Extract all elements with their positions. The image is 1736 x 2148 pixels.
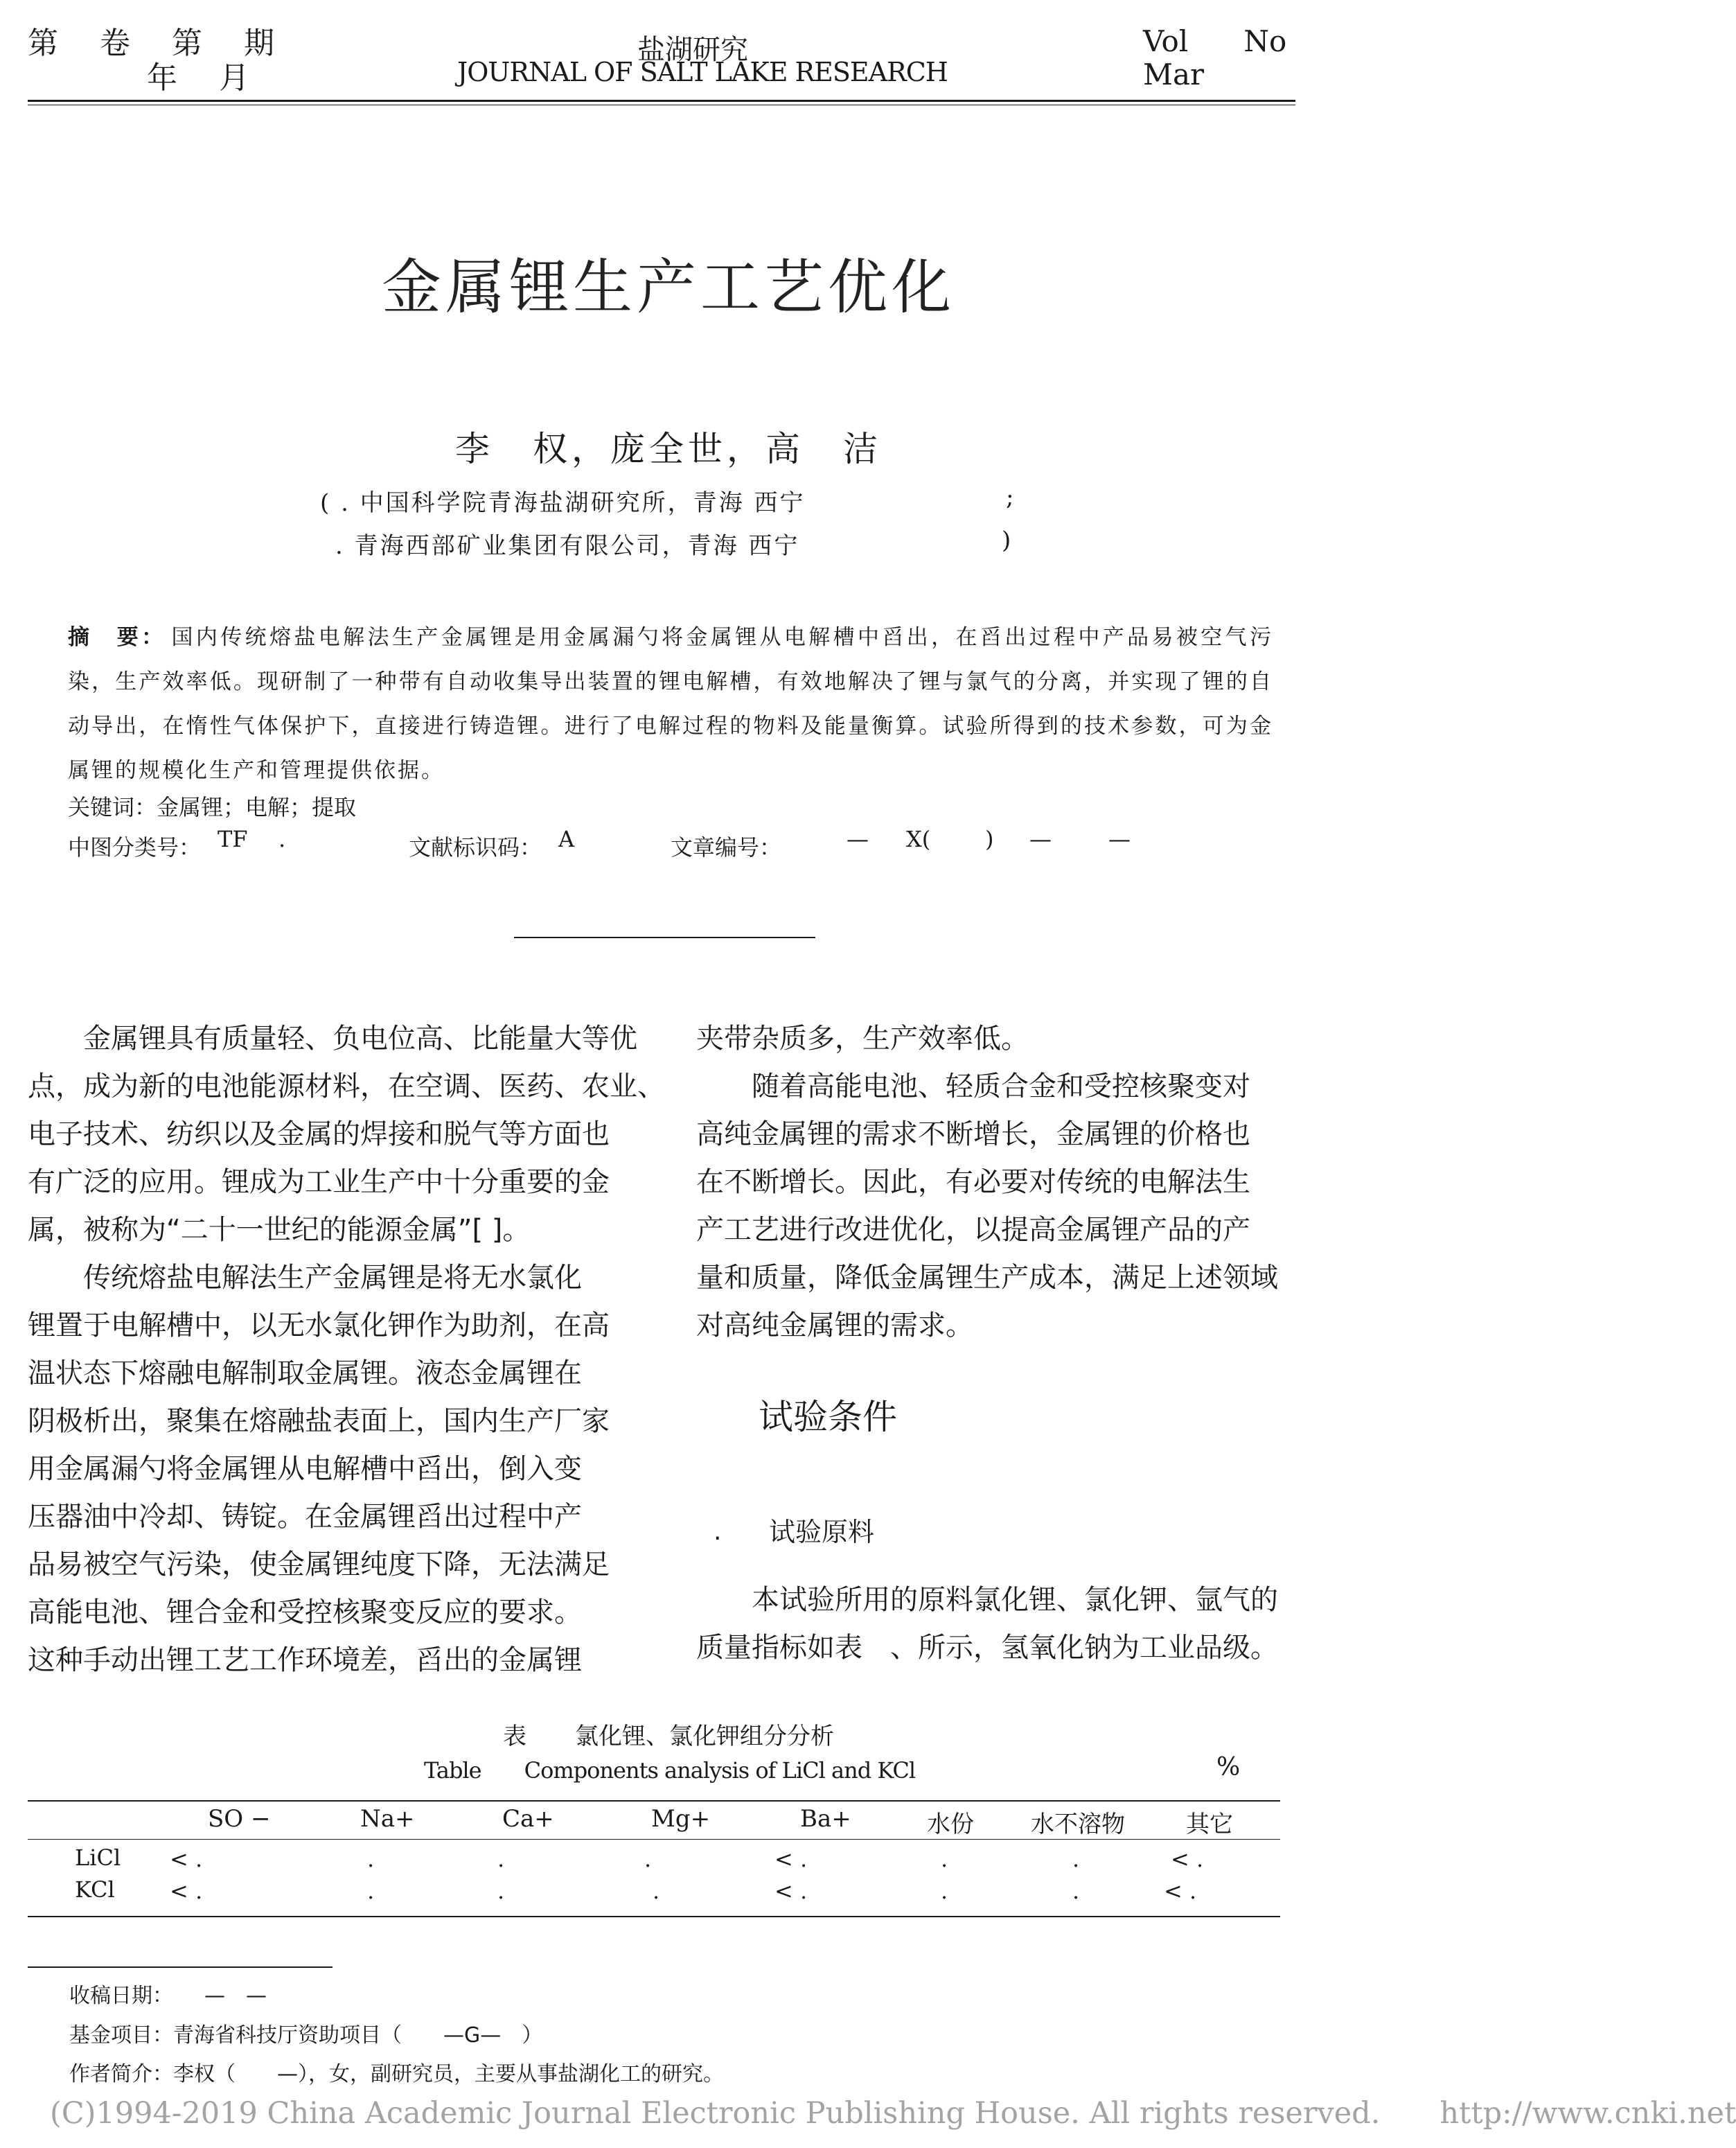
table-cell: . <box>1072 1846 1080 1872</box>
footnote-funding: 基金项目：青海省科技厅资助项目（ —G— ） <box>69 2023 543 2048</box>
table-cell: . <box>497 1878 505 1904</box>
body-line: 产工艺进行改进优化，以提高金属锂产品的产 <box>696 1214 1250 1246</box>
table-header-cell: Ca+ <box>502 1805 554 1833</box>
abstract-label: 摘 要： <box>68 625 166 650</box>
issue-info-en <box>1143 25 1342 91</box>
table-header-cell: Ba+ <box>800 1805 851 1833</box>
journal-name-cn: 盐湖研究 <box>637 34 748 66</box>
table-cell: . <box>367 1846 375 1872</box>
body-line: 随着高能电池、轻质合金和受控核聚变对 <box>696 1071 1250 1102</box>
month-label: Mar <box>1143 58 1205 91</box>
body-line: 这种手动出锂工艺工作环境差，舀出的金属锂 <box>28 1644 582 1676</box>
table-cell: < . <box>170 1846 203 1872</box>
body-line: 点，成为新的电池能源材料，在空调、医药、农业、 <box>28 1071 665 1102</box>
issue-volume-char: 第 <box>28 26 60 61</box>
table-caption-label: 表 <box>503 1723 526 1750</box>
table-cell: . <box>497 1846 505 1872</box>
table-row-label: LiCl <box>75 1845 121 1871</box>
table-cell: < . <box>774 1878 808 1904</box>
footnote-received: 收稿日期： — — <box>69 1984 267 2008</box>
table-header-cell: SO − <box>208 1805 271 1833</box>
article-id-part: — <box>1108 826 1131 852</box>
table-cell: . <box>367 1878 375 1904</box>
footnote-rule <box>28 1966 333 1968</box>
table-bottom-rule <box>28 1916 1280 1917</box>
affiliation-2: . 青海西部矿业集团有限公司，青海 西宁 <box>335 532 800 560</box>
issue-number-char: 第 <box>172 26 204 61</box>
article-id-label: 文章编号： <box>671 834 782 861</box>
body-line: 温状态下熔融电解制取金属锂。液态金属锂在 <box>28 1357 582 1389</box>
abstract <box>68 615 1273 793</box>
article-id-part: — <box>1029 826 1052 852</box>
article-title: 金属锂生产工艺优化 <box>382 253 955 322</box>
table-header-cell: 水不溶物 <box>1031 1811 1125 1838</box>
doc-code-label: 文献标识码： <box>409 834 542 861</box>
copyright-watermark: (C)1994-2019 China Academic Journal Electronic Publishing House. All rights reserved. http://www.cnki.net <box>50 2096 1736 2131</box>
table-cell: < . <box>774 1846 808 1872</box>
table-header-cell: Na+ <box>360 1805 415 1833</box>
affiliation-1-end: ; <box>1006 484 1016 511</box>
footnote-author: 作者简介：李权（ —），女，副研究员，主要从事盐湖化工的研究。 <box>69 2062 724 2086</box>
article-id-part: — <box>847 826 869 852</box>
body-line: 传统熔盐电解法生产金属锂是将无水氯化 <box>28 1262 582 1294</box>
table-header-rule <box>28 1839 1280 1840</box>
table-cell: . <box>941 1878 948 1904</box>
body-line: 电子技术、纺织以及金属的焊接和脱气等方面也 <box>28 1118 610 1150</box>
table-header-cell: 其它 <box>1186 1811 1233 1838</box>
article-id-part: X( <box>906 826 931 852</box>
volume-label: Vol <box>1143 24 1189 58</box>
body-line: 用金属漏勺将金属锂从电解槽中舀出，倒入变 <box>28 1453 582 1485</box>
table-unit: % <box>1216 1753 1241 1781</box>
body-line: 高能电池、锂合金和受控核聚变反应的要求。 <box>28 1596 582 1628</box>
body-line: 夹带杂质多，生产效率低。 <box>696 1023 1029 1055</box>
table-cell: . <box>941 1846 948 1872</box>
table-caption <box>0 1717 1337 1751</box>
body-line: 本试验所用的原料氯化锂、氯化钾、氩气的 <box>696 1584 1278 1616</box>
body-line: 锂置于电解槽中，以无水氯化钾作为助剂，在高 <box>28 1310 610 1341</box>
subsection-number: . <box>714 1517 722 1546</box>
section-heading: 试验条件 <box>759 1397 897 1437</box>
abstract-separator <box>514 937 815 938</box>
table-header-cell: 水份 <box>927 1811 974 1838</box>
keywords: 关键词：金属锂；电解；提取 <box>68 794 357 820</box>
affiliation-2-end: ) <box>1002 527 1013 554</box>
table-cell: < . <box>1164 1878 1197 1904</box>
journal-name-en: JOURNAL OF SALT LAKE RESEARCH <box>457 57 948 87</box>
doc-code-value: A <box>558 826 575 852</box>
number-label: No <box>1243 24 1287 58</box>
table-caption-en: Table Components analysis of LiCl and KCl <box>424 1757 916 1784</box>
issue-month-char: 月 <box>219 60 251 96</box>
body-line: 量和质量，降低金属锂生产成本，满足上述领域 <box>696 1262 1278 1294</box>
clc-label: 中图分类号： <box>68 834 202 861</box>
table-cell: < . <box>170 1878 203 1904</box>
body-line: 属，被称为“二十一世纪的能源金属”[ ]。 <box>28 1214 531 1246</box>
body-line: 质量指标如表 、所示，氢氧化钠为工业品级。 <box>696 1632 1278 1664</box>
body-line: 金属锂具有质量轻、负电位高、比能量大等优 <box>28 1023 637 1055</box>
table-cell: < . <box>1171 1846 1204 1872</box>
body-line: 高纯金属锂的需求不断增长，金属锂的价格也 <box>696 1118 1250 1150</box>
table-top-rule <box>28 1800 1280 1802</box>
issue-number-unit: 期 <box>244 26 276 61</box>
table-header-cell: Mg+ <box>651 1805 711 1833</box>
clc-value: TF <box>218 826 248 852</box>
issue-info <box>28 26 316 96</box>
abstract-text: 国内传统熔盐电解法生产金属锂是用金属漏勺将金属锂从电解槽中舀出，在舀出过程中产品易被空气污染，生产效率低。现研制了一种带有自动收集导出装置的锂电解槽，有效地解决了锂与氯气的分离，并实现了锂的自动导出，在惰性气体保护下，直接进行铸造锂。进行了电解过程的物料及能量衡算。试验所得到的技术参数，可为金属锂的规模化生产和管理提供依据。 <box>68 625 1273 783</box>
table-cell: . <box>1072 1878 1080 1904</box>
issue-volume-unit: 卷 <box>100 26 132 61</box>
table-cell: . <box>644 1846 652 1872</box>
header-rule <box>28 100 1295 102</box>
body-line: 品易被空气污染，使金属锂纯度下降，无法满足 <box>28 1549 610 1581</box>
body-line: 阴极析出，聚集在熔融盐表面上，国内生产厂家 <box>28 1405 610 1437</box>
clc-dot: . <box>278 826 286 852</box>
body-line: 对高纯金属锂的需求。 <box>696 1310 973 1341</box>
table-row-label: KCl <box>75 1876 115 1903</box>
affiliation-1: ( . 中国科学院青海盐湖研究所，青海 西宁 <box>320 489 806 517</box>
subsection-heading: 试验原料 <box>769 1517 875 1547</box>
article-authors: 李 权，庞全世，高 洁 <box>455 429 882 469</box>
article-id-part: ) <box>985 826 994 852</box>
body-line: 在不断增长。因此，有必要对传统的电解法生 <box>696 1166 1250 1198</box>
table-cell: . <box>653 1878 660 1904</box>
body-line: 压器油中冷却、铸锭。在金属锂舀出过程中产 <box>28 1501 582 1533</box>
issue-year-char: 年 <box>147 60 179 96</box>
body-line: 有广泛的应用。锂成为工业生产中十分重要的金 <box>28 1166 610 1198</box>
table-caption-text: 氯化锂、氯化钾组分分析 <box>575 1723 834 1750</box>
